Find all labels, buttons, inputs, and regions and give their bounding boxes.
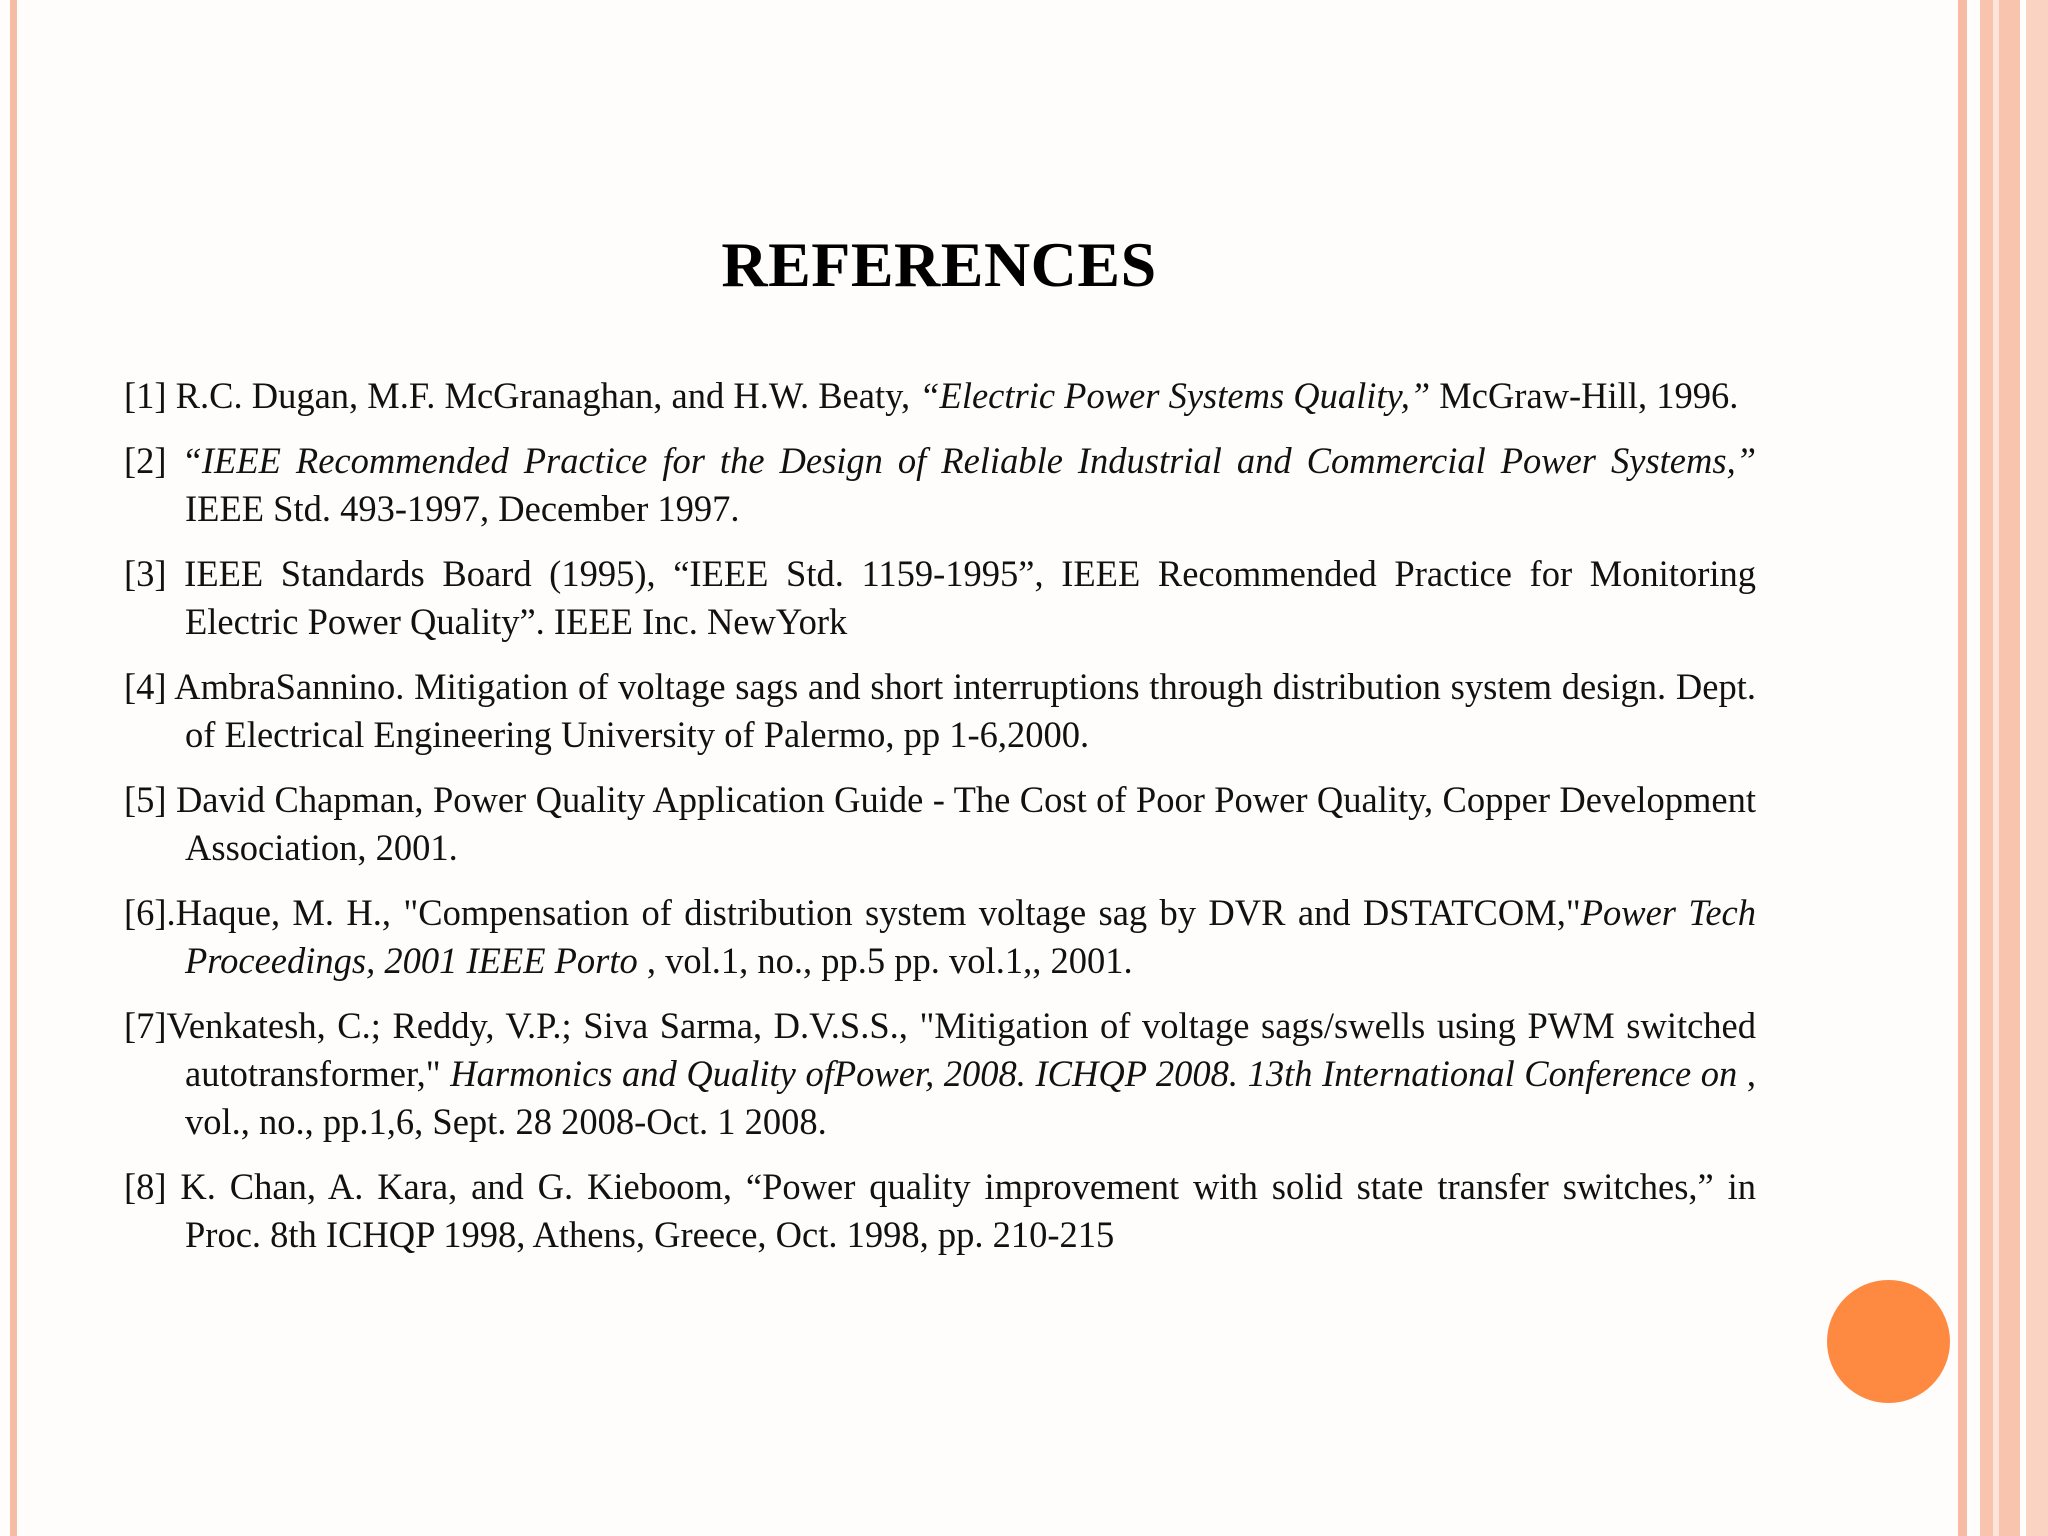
reference-text-tail: IEEE Std. 493-1997, December 1997. xyxy=(185,488,740,529)
reference-item xyxy=(124,1002,1756,1146)
reference-list xyxy=(124,372,1756,1276)
right-border-stripe xyxy=(1958,0,1967,1536)
reference-italic-text: Harmonics and Quality ofPower, 2008. ICHQP 2008. 13th International Conference on xyxy=(450,1053,1738,1094)
reference-text: [6].Haque, M. H., "Compensation of distribution system voltage sag by DVR and DSTATCOM," xyxy=(124,892,1581,933)
reference-item xyxy=(124,663,1756,759)
reference-item xyxy=(124,776,1756,872)
reference-item xyxy=(124,1163,1756,1259)
reference-text: [8] K. Chan, A. Kara, and G. Kieboom, “Power quality improvement with solid state transfer switches,” in Proc. 8th ICHQP 1998, Athens, Greece, Oct. 1998, pp. 210-215 xyxy=(124,1166,1756,1255)
reference-text: [4] AmbraSannino. Mitigation of voltage sags and short interruptions through distribution system design. Dept. of Electrical Engineering University of Palermo, pp 1-6,2000. xyxy=(124,666,1756,755)
accent-circle xyxy=(1827,1280,1950,1403)
reference-item xyxy=(124,372,1756,420)
reference-text: [2] xyxy=(124,440,182,481)
reference-italic-text: “IEEE Recommended Practice for the Design of Reliable Industrial and Commercial Power Systems,” xyxy=(181,440,1756,481)
reference-text: [5] David Chapman, Power Quality Application Guide - The Cost of Poor Power Quality, Copper Development Association, 2001. xyxy=(124,779,1756,868)
slide-title: REFERENCES xyxy=(721,229,1157,300)
reference-item xyxy=(124,550,1756,646)
reference-text-tail: , vol.1, no., pp.5 pp. vol.1,, 2001. xyxy=(637,940,1133,981)
right-edge-band xyxy=(2026,0,2048,1536)
reference-text: [3] IEEE Standards Board (1995), “IEEE Std. 1159-1995”, IEEE Recommended Practice for Monitoring Electric Power Quality”. IEEE Inc. NewYork xyxy=(124,553,1756,642)
reference-text-tail: , vol., no., pp.1,6, Sept. 28 2008-Oct. 1 2008. xyxy=(185,1053,1756,1142)
reference-text: [7]Venkatesh, C.; Reddy, V.P.; Siva Sarma, D.V.S.S., "Mitigation of voltage sags/swells using PWM switched autotransformer," xyxy=(124,1005,1756,1094)
right-border-highlight xyxy=(1993,0,1999,1536)
reference-italic-text: Power Tech Proceedings, 2001 IEEE Porto xyxy=(185,892,1756,981)
reference-item xyxy=(124,437,1756,533)
right-border-band xyxy=(1980,0,2020,1536)
reference-text: [1] R.C. Dugan, M.F. McGranaghan, and H.W. Beaty, xyxy=(124,375,920,416)
reference-italic-text: “Electric Power Systems Quality,” xyxy=(919,375,1431,416)
reference-item xyxy=(124,889,1756,985)
reference-text-tail: McGraw-Hill, 1996. xyxy=(1430,375,1739,416)
